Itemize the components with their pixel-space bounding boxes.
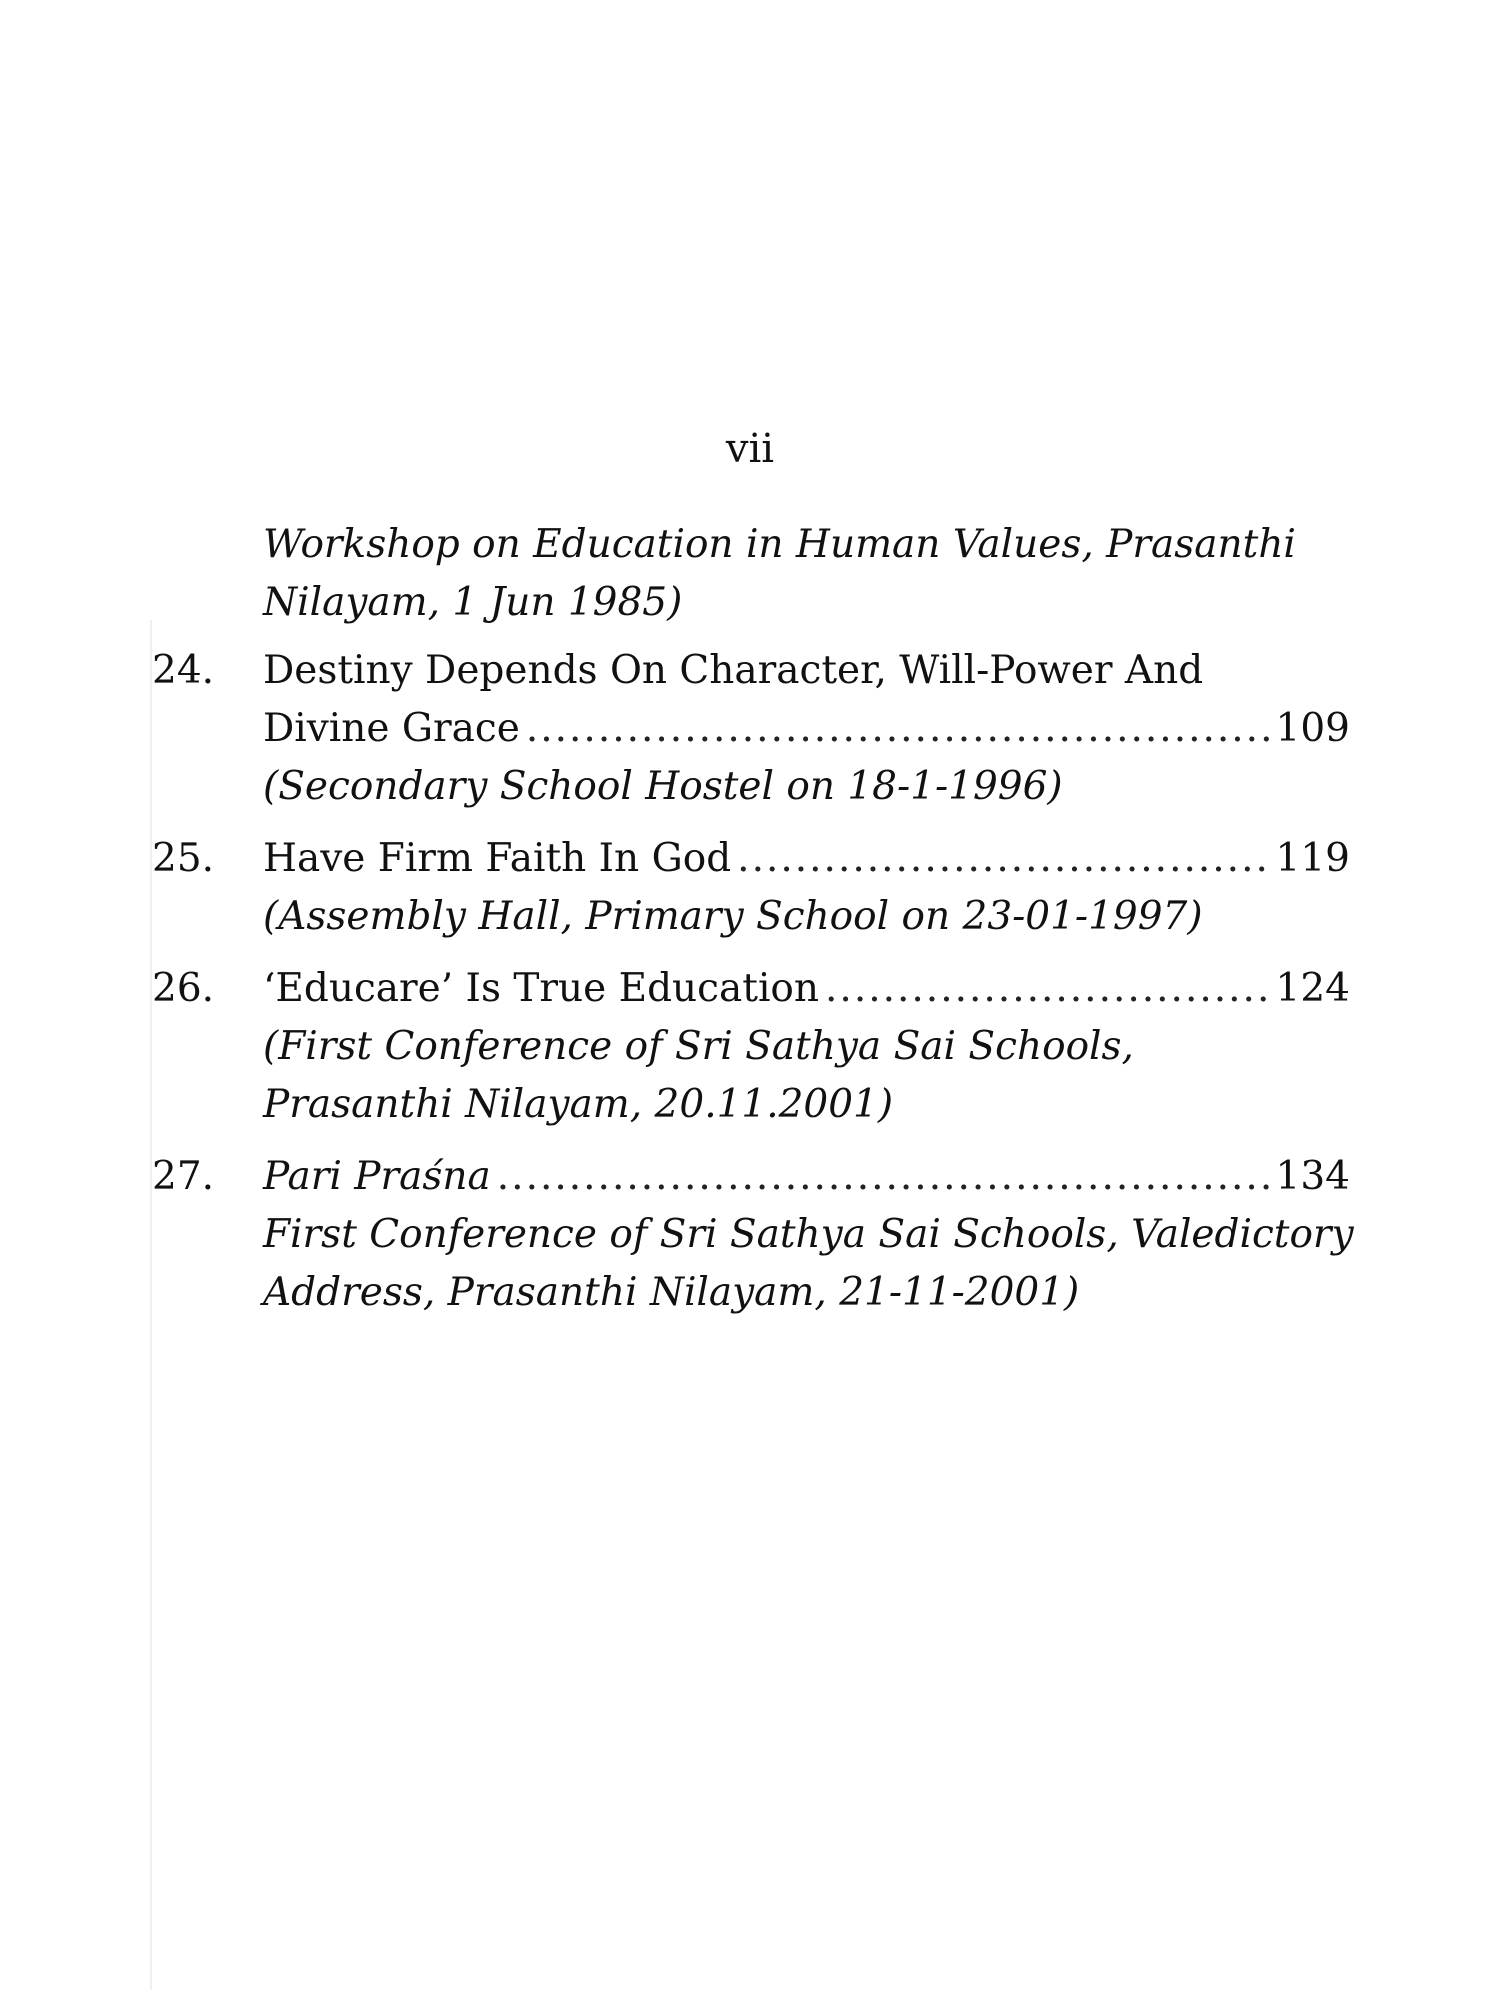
entry-title-26[interactable] (263, 964, 1350, 1014)
entry-title-24-line-2-text: Divine Grace (263, 706, 520, 751)
entry-number-26: 26. (152, 966, 215, 1011)
entry-title-25[interactable] (263, 834, 1350, 884)
continued-source-line-1: Workshop on Education in Human Values, Prasanthi (263, 522, 1296, 567)
entry-page-25: 119 (1275, 836, 1350, 881)
entry-title-27[interactable] (263, 1152, 1350, 1202)
entry-page-27: 134 (1275, 1154, 1350, 1199)
entry-source-24-line-1: (Secondary School Hostel on 18-1-1996) (263, 764, 1063, 809)
dot-leader (737, 834, 1269, 884)
dot-leader (825, 964, 1270, 1014)
page-number: vii (725, 426, 775, 472)
entry-page-24: 109 (1275, 706, 1350, 751)
entry-source-27-line-1: First Conference of Sri Sathya Sai Schools, Valedictory (263, 1212, 1354, 1257)
entry-source-26-line-1: (First Conference of Sri Sathya Sai Schools, (263, 1024, 1134, 1069)
scan-edge-shadow (150, 620, 152, 1990)
continued-source-line-2: Nilayam, 1 Jun 1985) (263, 580, 683, 625)
entry-title-24-line-2[interactable] (263, 704, 1350, 754)
dot-leader (497, 1152, 1270, 1202)
entry-number-25: 25. (152, 836, 215, 881)
entry-source-27-line-2: Address, Prasanthi Nilayam, 21-11-2001) (263, 1270, 1080, 1315)
entry-title-25-text: Have Firm Faith In God (263, 836, 732, 881)
entry-source-25-line-1: (Assembly Hall, Primary School on 23-01-1997) (263, 894, 1203, 939)
entry-source-26-line-2: Prasanthi Nilayam, 20.11.2001) (263, 1082, 894, 1127)
entry-page-26: 124 (1275, 966, 1350, 1011)
entry-title-27-text: Pari Praśna (263, 1154, 491, 1199)
entry-number-24: 24. (152, 648, 215, 693)
entry-number-27: 27. (152, 1154, 215, 1199)
entry-title-24-line-1[interactable]: Destiny Depends On Character, Will-Power And (263, 648, 1204, 693)
entry-title-26-text: ‘Educare’ Is True Education (263, 966, 820, 1011)
dot-leader (526, 704, 1270, 754)
